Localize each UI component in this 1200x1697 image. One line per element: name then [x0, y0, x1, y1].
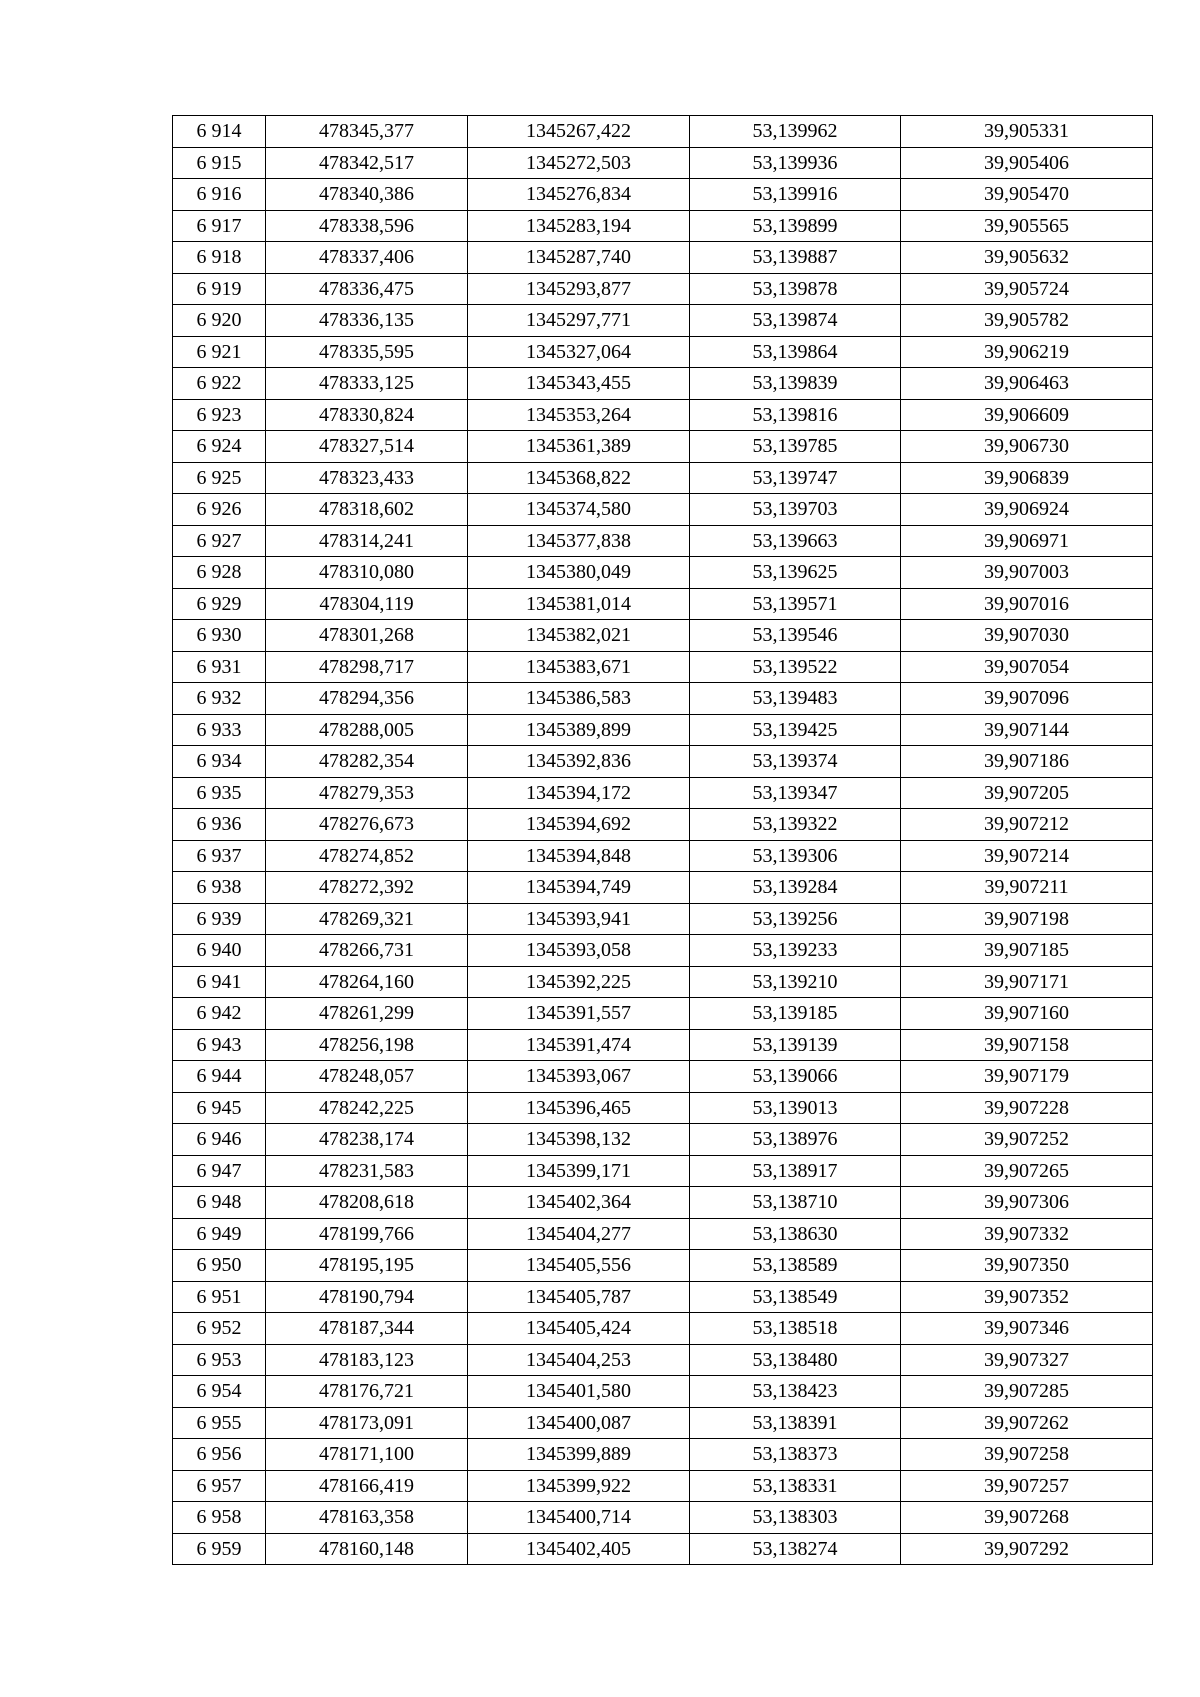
y-coordinate-cell: 1345276,834	[468, 179, 690, 211]
point-number-cell: 6 944	[173, 1061, 266, 1093]
table-row	[173, 1470, 1153, 1502]
longitude-cell: 39,905565	[901, 210, 1153, 242]
point-number-cell: 6 930	[173, 620, 266, 652]
y-coordinate-cell: 1345343,455	[468, 368, 690, 400]
latitude-cell: 53,139013	[690, 1092, 901, 1124]
table-row	[173, 525, 1153, 557]
point-number-cell: 6 940	[173, 935, 266, 967]
x-coordinate-cell: 478190,794	[266, 1281, 468, 1313]
longitude-cell: 39,907268	[901, 1502, 1153, 1534]
table-row	[173, 147, 1153, 179]
longitude-cell: 39,907257	[901, 1470, 1153, 1502]
latitude-cell: 53,138331	[690, 1470, 901, 1502]
latitude-cell: 53,139864	[690, 336, 901, 368]
x-coordinate-cell: 478301,268	[266, 620, 468, 652]
latitude-cell: 53,139322	[690, 809, 901, 841]
table-row	[173, 1029, 1153, 1061]
table-row	[173, 399, 1153, 431]
table-row	[173, 462, 1153, 494]
x-coordinate-cell: 478323,433	[266, 462, 468, 494]
latitude-cell: 53,139936	[690, 147, 901, 179]
longitude-cell: 39,907144	[901, 714, 1153, 746]
point-number-cell: 6 918	[173, 242, 266, 274]
point-number-cell: 6 916	[173, 179, 266, 211]
x-coordinate-cell: 478261,299	[266, 998, 468, 1030]
latitude-cell: 53,139233	[690, 935, 901, 967]
longitude-cell: 39,906839	[901, 462, 1153, 494]
longitude-cell: 39,906730	[901, 431, 1153, 463]
x-coordinate-cell: 478310,080	[266, 557, 468, 589]
x-coordinate-cell: 478160,148	[266, 1533, 468, 1565]
latitude-cell: 53,138549	[690, 1281, 901, 1313]
table-row	[173, 1250, 1153, 1282]
latitude-cell: 53,139962	[690, 116, 901, 148]
y-coordinate-cell: 1345394,692	[468, 809, 690, 841]
latitude-cell: 53,138630	[690, 1218, 901, 1250]
longitude-cell: 39,907292	[901, 1533, 1153, 1565]
y-coordinate-cell: 1345405,424	[468, 1313, 690, 1345]
point-number-cell: 6 915	[173, 147, 266, 179]
y-coordinate-cell: 1345382,021	[468, 620, 690, 652]
x-coordinate-cell: 478336,475	[266, 273, 468, 305]
latitude-cell: 53,138274	[690, 1533, 901, 1565]
longitude-cell: 39,907346	[901, 1313, 1153, 1345]
longitude-cell: 39,907306	[901, 1187, 1153, 1219]
point-number-cell: 6 954	[173, 1376, 266, 1408]
latitude-cell: 53,139483	[690, 683, 901, 715]
longitude-cell: 39,906463	[901, 368, 1153, 400]
table-row	[173, 809, 1153, 841]
table-row	[173, 1344, 1153, 1376]
x-coordinate-cell: 478163,358	[266, 1502, 468, 1534]
point-number-cell: 6 951	[173, 1281, 266, 1313]
point-number-cell: 6 936	[173, 809, 266, 841]
point-number-cell: 6 949	[173, 1218, 266, 1250]
table-row	[173, 651, 1153, 683]
longitude-cell: 39,907265	[901, 1155, 1153, 1187]
latitude-cell: 53,139347	[690, 777, 901, 809]
latitude-cell: 53,138480	[690, 1344, 901, 1376]
table-row	[173, 935, 1153, 967]
point-number-cell: 6 931	[173, 651, 266, 683]
latitude-cell: 53,138976	[690, 1124, 901, 1156]
y-coordinate-cell: 1345400,087	[468, 1407, 690, 1439]
y-coordinate-cell: 1345405,787	[468, 1281, 690, 1313]
longitude-cell: 39,907054	[901, 651, 1153, 683]
y-coordinate-cell: 1345396,465	[468, 1092, 690, 1124]
latitude-cell: 53,138423	[690, 1376, 901, 1408]
latitude-cell: 53,139374	[690, 746, 901, 778]
longitude-cell: 39,905406	[901, 147, 1153, 179]
point-number-cell: 6 928	[173, 557, 266, 589]
x-coordinate-cell: 478238,174	[266, 1124, 468, 1156]
longitude-cell: 39,906219	[901, 336, 1153, 368]
longitude-cell: 39,907160	[901, 998, 1153, 1030]
y-coordinate-cell: 1345392,225	[468, 966, 690, 998]
latitude-cell: 53,139747	[690, 462, 901, 494]
point-number-cell: 6 955	[173, 1407, 266, 1439]
table-row	[173, 998, 1153, 1030]
longitude-cell: 39,907179	[901, 1061, 1153, 1093]
table-row	[173, 872, 1153, 904]
latitude-cell: 53,139425	[690, 714, 901, 746]
x-coordinate-cell: 478298,717	[266, 651, 468, 683]
x-coordinate-cell: 478187,344	[266, 1313, 468, 1345]
longitude-cell: 39,907252	[901, 1124, 1153, 1156]
longitude-cell: 39,905632	[901, 242, 1153, 274]
table-row	[173, 1502, 1153, 1534]
point-number-cell: 6 948	[173, 1187, 266, 1219]
x-coordinate-cell: 478171,100	[266, 1439, 468, 1471]
y-coordinate-cell: 1345394,172	[468, 777, 690, 809]
point-number-cell: 6 941	[173, 966, 266, 998]
latitude-cell: 53,139571	[690, 588, 901, 620]
y-coordinate-cell: 1345391,557	[468, 998, 690, 1030]
latitude-cell: 53,139522	[690, 651, 901, 683]
y-coordinate-cell: 1345380,049	[468, 557, 690, 589]
x-coordinate-cell: 478318,602	[266, 494, 468, 526]
table-row	[173, 903, 1153, 935]
latitude-cell: 53,139306	[690, 840, 901, 872]
y-coordinate-cell: 1345327,064	[468, 336, 690, 368]
coordinates-table-body	[173, 116, 1153, 1565]
table-row	[173, 1313, 1153, 1345]
table-row	[173, 777, 1153, 809]
y-coordinate-cell: 1345401,580	[468, 1376, 690, 1408]
x-coordinate-cell: 478335,595	[266, 336, 468, 368]
y-coordinate-cell: 1345381,014	[468, 588, 690, 620]
latitude-cell: 53,138917	[690, 1155, 901, 1187]
y-coordinate-cell: 1345399,922	[468, 1470, 690, 1502]
table-row	[173, 683, 1153, 715]
point-number-cell: 6 957	[173, 1470, 266, 1502]
latitude-cell: 53,139185	[690, 998, 901, 1030]
point-number-cell: 6 922	[173, 368, 266, 400]
latitude-cell: 53,139210	[690, 966, 901, 998]
x-coordinate-cell: 478166,419	[266, 1470, 468, 1502]
table-row	[173, 1187, 1153, 1219]
table-row	[173, 1281, 1153, 1313]
latitude-cell: 53,138373	[690, 1439, 901, 1471]
latitude-cell: 53,139785	[690, 431, 901, 463]
y-coordinate-cell: 1345392,836	[468, 746, 690, 778]
x-coordinate-cell: 478208,618	[266, 1187, 468, 1219]
point-number-cell: 6 929	[173, 588, 266, 620]
longitude-cell: 39,906971	[901, 525, 1153, 557]
x-coordinate-cell: 478345,377	[266, 116, 468, 148]
point-number-cell: 6 919	[173, 273, 266, 305]
table-row	[173, 966, 1153, 998]
y-coordinate-cell: 1345287,740	[468, 242, 690, 274]
y-coordinate-cell: 1345361,389	[468, 431, 690, 463]
table-row	[173, 1155, 1153, 1187]
point-number-cell: 6 956	[173, 1439, 266, 1471]
table-row	[173, 368, 1153, 400]
longitude-cell: 39,907212	[901, 809, 1153, 841]
x-coordinate-cell: 478314,241	[266, 525, 468, 557]
latitude-cell: 53,139887	[690, 242, 901, 274]
latitude-cell: 53,139874	[690, 305, 901, 337]
table-row	[173, 242, 1153, 274]
longitude-cell: 39,907003	[901, 557, 1153, 589]
y-coordinate-cell: 1345374,580	[468, 494, 690, 526]
point-number-cell: 6 927	[173, 525, 266, 557]
x-coordinate-cell: 478231,583	[266, 1155, 468, 1187]
y-coordinate-cell: 1345272,503	[468, 147, 690, 179]
longitude-cell: 39,907016	[901, 588, 1153, 620]
y-coordinate-cell: 1345404,277	[468, 1218, 690, 1250]
longitude-cell: 39,907285	[901, 1376, 1153, 1408]
longitude-cell: 39,907211	[901, 872, 1153, 904]
table-row	[173, 1092, 1153, 1124]
point-number-cell: 6 945	[173, 1092, 266, 1124]
table-row	[173, 305, 1153, 337]
y-coordinate-cell: 1345399,171	[468, 1155, 690, 1187]
y-coordinate-cell: 1345405,556	[468, 1250, 690, 1282]
point-number-cell: 6 935	[173, 777, 266, 809]
y-coordinate-cell: 1345393,067	[468, 1061, 690, 1093]
longitude-cell: 39,907158	[901, 1029, 1153, 1061]
point-number-cell: 6 914	[173, 116, 266, 148]
x-coordinate-cell: 478176,721	[266, 1376, 468, 1408]
longitude-cell: 39,907186	[901, 746, 1153, 778]
longitude-cell: 39,907096	[901, 683, 1153, 715]
point-number-cell: 6 933	[173, 714, 266, 746]
y-coordinate-cell: 1345394,749	[468, 872, 690, 904]
point-number-cell: 6 942	[173, 998, 266, 1030]
y-coordinate-cell: 1345386,583	[468, 683, 690, 715]
table-row	[173, 1218, 1153, 1250]
coordinates-table	[172, 115, 1153, 1565]
point-number-cell: 6 924	[173, 431, 266, 463]
point-number-cell: 6 917	[173, 210, 266, 242]
longitude-cell: 39,905470	[901, 179, 1153, 211]
y-coordinate-cell: 1345402,364	[468, 1187, 690, 1219]
table-row	[173, 557, 1153, 589]
latitude-cell: 53,138303	[690, 1502, 901, 1534]
x-coordinate-cell: 478269,321	[266, 903, 468, 935]
longitude-cell: 39,907327	[901, 1344, 1153, 1376]
longitude-cell: 39,907214	[901, 840, 1153, 872]
x-coordinate-cell: 478256,198	[266, 1029, 468, 1061]
x-coordinate-cell: 478304,119	[266, 588, 468, 620]
x-coordinate-cell: 478327,514	[266, 431, 468, 463]
longitude-cell: 39,907258	[901, 1439, 1153, 1471]
x-coordinate-cell: 478333,125	[266, 368, 468, 400]
table-row	[173, 1533, 1153, 1565]
longitude-cell: 39,907205	[901, 777, 1153, 809]
longitude-cell: 39,907332	[901, 1218, 1153, 1250]
x-coordinate-cell: 478276,673	[266, 809, 468, 841]
longitude-cell: 39,907228	[901, 1092, 1153, 1124]
table-row	[173, 588, 1153, 620]
longitude-cell: 39,907030	[901, 620, 1153, 652]
table-row	[173, 714, 1153, 746]
table-row	[173, 1376, 1153, 1408]
table-row	[173, 1407, 1153, 1439]
x-coordinate-cell: 478242,225	[266, 1092, 468, 1124]
point-number-cell: 6 943	[173, 1029, 266, 1061]
point-number-cell: 6 950	[173, 1250, 266, 1282]
point-number-cell: 6 920	[173, 305, 266, 337]
table-row	[173, 116, 1153, 148]
y-coordinate-cell: 1345398,132	[468, 1124, 690, 1156]
latitude-cell: 53,138589	[690, 1250, 901, 1282]
x-coordinate-cell: 478274,852	[266, 840, 468, 872]
y-coordinate-cell: 1345293,877	[468, 273, 690, 305]
x-coordinate-cell: 478195,195	[266, 1250, 468, 1282]
latitude-cell: 53,139256	[690, 903, 901, 935]
longitude-cell: 39,907352	[901, 1281, 1153, 1313]
x-coordinate-cell: 478342,517	[266, 147, 468, 179]
point-number-cell: 6 926	[173, 494, 266, 526]
longitude-cell: 39,907198	[901, 903, 1153, 935]
table-row	[173, 746, 1153, 778]
point-number-cell: 6 921	[173, 336, 266, 368]
latitude-cell: 53,138518	[690, 1313, 901, 1345]
point-number-cell: 6 932	[173, 683, 266, 715]
longitude-cell: 39,905724	[901, 273, 1153, 305]
x-coordinate-cell: 478183,123	[266, 1344, 468, 1376]
y-coordinate-cell: 1345267,422	[468, 116, 690, 148]
point-number-cell: 6 946	[173, 1124, 266, 1156]
y-coordinate-cell: 1345297,771	[468, 305, 690, 337]
y-coordinate-cell: 1345394,848	[468, 840, 690, 872]
x-coordinate-cell: 478282,354	[266, 746, 468, 778]
x-coordinate-cell: 478264,160	[266, 966, 468, 998]
point-number-cell: 6 947	[173, 1155, 266, 1187]
longitude-cell: 39,906609	[901, 399, 1153, 431]
longitude-cell: 39,907185	[901, 935, 1153, 967]
longitude-cell: 39,905782	[901, 305, 1153, 337]
longitude-cell: 39,905331	[901, 116, 1153, 148]
y-coordinate-cell: 1345391,474	[468, 1029, 690, 1061]
latitude-cell: 53,139839	[690, 368, 901, 400]
latitude-cell: 53,139899	[690, 210, 901, 242]
table-row	[173, 1439, 1153, 1471]
latitude-cell: 53,139284	[690, 872, 901, 904]
x-coordinate-cell: 478338,596	[266, 210, 468, 242]
table-row	[173, 431, 1153, 463]
table-row	[173, 210, 1153, 242]
latitude-cell: 53,139878	[690, 273, 901, 305]
latitude-cell: 53,138710	[690, 1187, 901, 1219]
table-row	[173, 179, 1153, 211]
x-coordinate-cell: 478266,731	[266, 935, 468, 967]
point-number-cell: 6 959	[173, 1533, 266, 1565]
latitude-cell: 53,139703	[690, 494, 901, 526]
x-coordinate-cell: 478248,057	[266, 1061, 468, 1093]
point-number-cell: 6 938	[173, 872, 266, 904]
table-row	[173, 840, 1153, 872]
latitude-cell: 53,139916	[690, 179, 901, 211]
point-number-cell: 6 939	[173, 903, 266, 935]
y-coordinate-cell: 1345389,899	[468, 714, 690, 746]
x-coordinate-cell: 478336,135	[266, 305, 468, 337]
y-coordinate-cell: 1345402,405	[468, 1533, 690, 1565]
x-coordinate-cell: 478272,392	[266, 872, 468, 904]
table-row	[173, 620, 1153, 652]
y-coordinate-cell: 1345399,889	[468, 1439, 690, 1471]
y-coordinate-cell: 1345393,941	[468, 903, 690, 935]
point-number-cell: 6 953	[173, 1344, 266, 1376]
latitude-cell: 53,139546	[690, 620, 901, 652]
x-coordinate-cell: 478288,005	[266, 714, 468, 746]
longitude-cell: 39,907262	[901, 1407, 1153, 1439]
longitude-cell: 39,906924	[901, 494, 1153, 526]
table-row	[173, 494, 1153, 526]
longitude-cell: 39,907350	[901, 1250, 1153, 1282]
x-coordinate-cell: 478330,824	[266, 399, 468, 431]
point-number-cell: 6 925	[173, 462, 266, 494]
y-coordinate-cell: 1345383,671	[468, 651, 690, 683]
y-coordinate-cell: 1345353,264	[468, 399, 690, 431]
x-coordinate-cell: 478279,353	[266, 777, 468, 809]
latitude-cell: 53,139139	[690, 1029, 901, 1061]
y-coordinate-cell: 1345404,253	[468, 1344, 690, 1376]
latitude-cell: 53,138391	[690, 1407, 901, 1439]
point-number-cell: 6 934	[173, 746, 266, 778]
table-row	[173, 336, 1153, 368]
x-coordinate-cell: 478173,091	[266, 1407, 468, 1439]
x-coordinate-cell: 478337,406	[266, 242, 468, 274]
y-coordinate-cell: 1345400,714	[468, 1502, 690, 1534]
latitude-cell: 53,139066	[690, 1061, 901, 1093]
point-number-cell: 6 952	[173, 1313, 266, 1345]
point-number-cell: 6 923	[173, 399, 266, 431]
longitude-cell: 39,907171	[901, 966, 1153, 998]
latitude-cell: 53,139663	[690, 525, 901, 557]
x-coordinate-cell: 478340,386	[266, 179, 468, 211]
x-coordinate-cell: 478294,356	[266, 683, 468, 715]
table-row	[173, 1061, 1153, 1093]
y-coordinate-cell: 1345377,838	[468, 525, 690, 557]
point-number-cell: 6 958	[173, 1502, 266, 1534]
y-coordinate-cell: 1345393,058	[468, 935, 690, 967]
x-coordinate-cell: 478199,766	[266, 1218, 468, 1250]
table-row	[173, 1124, 1153, 1156]
point-number-cell: 6 937	[173, 840, 266, 872]
latitude-cell: 53,139816	[690, 399, 901, 431]
table-row	[173, 273, 1153, 305]
y-coordinate-cell: 1345283,194	[468, 210, 690, 242]
y-coordinate-cell: 1345368,822	[468, 462, 690, 494]
latitude-cell: 53,139625	[690, 557, 901, 589]
